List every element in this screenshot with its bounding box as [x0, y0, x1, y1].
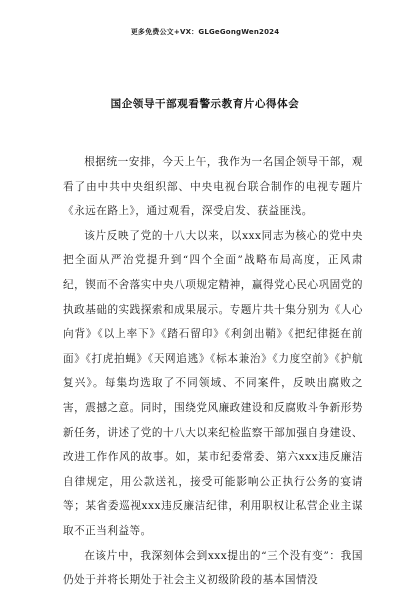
document-title: 国企领导干部观看警示教育片心得体会: [110, 98, 300, 110]
paragraph: 根据统一安排，今天上午，我作为一名国企领导干部，观看了由中共中央组织部、中央电视台联合制作的电视专题片《永远在路上》，通过观看，深受启发、获益匪浅。: [63, 156, 363, 218]
document-body: [63, 150, 363, 593]
header-note: 更多免费公文+VX：GLGeGongWen2024: [130, 28, 280, 36]
paragraph: 在该片中，我深刻体会到xxx提出的“三个没有变”：我国仍处于并将长期处于社会主义初级阶段的基本国情没: [63, 549, 363, 587]
paragraph: 该片反映了党的十八大以来，以xxx同志为核心的党中央把全面从严治党提升到“四个全面”战略布局高度，正风肃纪，锲而不舍落实中央八项规定精神，赢得党心民心巩固党的执政基础的实践探索和成果展示。专题片共十集分别为《人心向背》《以上率下》《踏石留印》《利剑出鞘》《把纪律挺在前面》《打虎拍蝇》《天网追逃》《标本兼治》《力度空前》《护航复兴》。每集均选取了不同领域、不同案件，反映出腐败之害，震撼之意。同时，围绕党风廉政建设和反腐败斗争新形势新任务，讲述了党的十八大以来纪检监察干部加强自身建设、改进工作作风的故事。如，某市纪委常委、第六xxx违反廉洁自律规定，用公款送礼，接受可能影响公正执行公务的宴请等；某省委巡视xxx违反廉洁纪律，利用职权让私营企业主谋取不正当利益等。: [63, 229, 363, 537]
